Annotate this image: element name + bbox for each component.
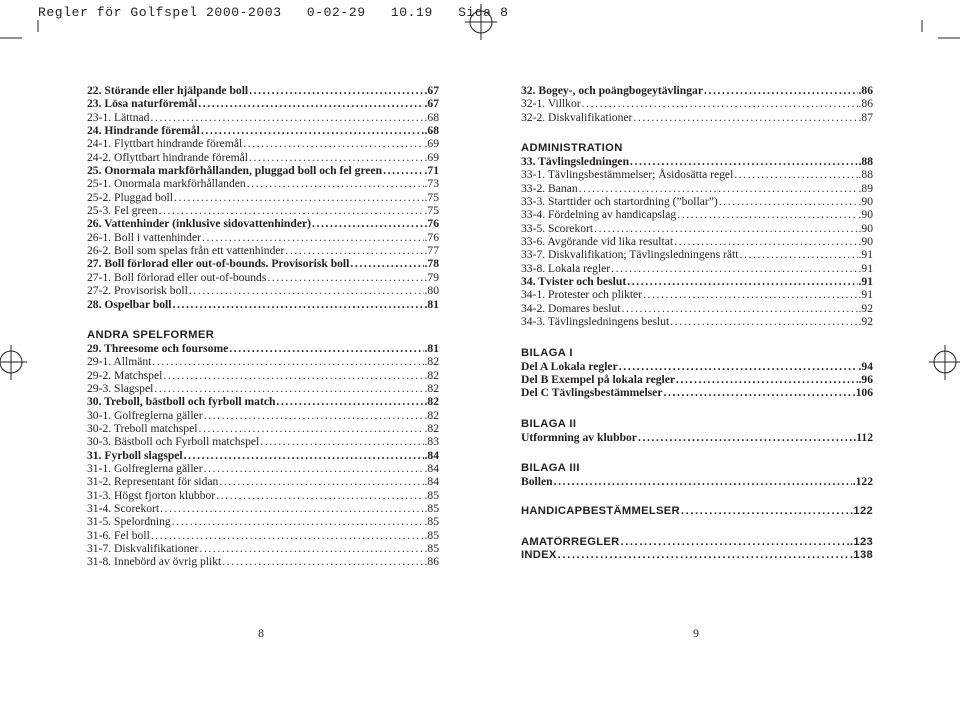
toc-entry-label: 34-2. Domares beslut xyxy=(521,301,621,315)
toc-entry-label: 32-2. Diskvalifikationer xyxy=(521,110,633,124)
leader-dots xyxy=(677,208,857,221)
toc-entry-page: .85 xyxy=(424,488,439,502)
toc-entry-label: 31-7. Diskvalifikationer xyxy=(87,542,199,555)
leader-dots xyxy=(276,395,423,408)
toc-entry[interactable] xyxy=(87,555,439,568)
leader-dots xyxy=(249,84,423,97)
leader-dots xyxy=(719,195,858,208)
toc-right-column xyxy=(521,84,873,562)
leader-dots xyxy=(222,555,423,568)
toc-entry-label: 29-1. Allmänt xyxy=(87,355,152,369)
page-number-right: 9 xyxy=(693,626,699,640)
toc-entry-page: .71 xyxy=(424,164,439,178)
section-heading-bilaga-3: BILAGA III xyxy=(521,461,580,474)
toc-entry-label: 30-2. Treboll matchspel xyxy=(87,421,198,435)
toc-entry-page: .67 xyxy=(424,84,439,97)
section-heading-andra-spelformer: ANDRA SPELFORMER xyxy=(87,328,215,341)
toc-entry[interactable] xyxy=(521,386,873,399)
toc-entry[interactable] xyxy=(521,235,873,248)
toc-entry-page: .76 xyxy=(424,217,439,231)
toc-bilaga-1-entries xyxy=(521,360,873,400)
toc-entry[interactable] xyxy=(87,409,439,422)
toc-entry[interactable] xyxy=(87,217,439,230)
toc-entry[interactable] xyxy=(521,373,873,386)
leader-dots xyxy=(594,222,857,235)
toc-entry[interactable] xyxy=(521,248,873,261)
section-heading-administration: ADMINISTRATION xyxy=(521,142,623,155)
toc-entry[interactable] xyxy=(521,315,873,328)
toc-entry[interactable] xyxy=(87,164,439,177)
leader-dots xyxy=(638,431,852,444)
toc-entry-label: 33-7. Diskvalifikation; Tävlingsledningens rätt xyxy=(521,248,739,262)
toc-entry-page: .86 xyxy=(424,555,439,569)
toc-entry-page: .82 xyxy=(424,381,439,395)
toc-entry-label: INDEX xyxy=(521,548,557,561)
toc-bilaga-3-entries xyxy=(521,475,873,488)
toc-entry-label: 23-1. Lättnad xyxy=(87,110,150,124)
toc-entry-label: 26. Vattenhinder (inklusive sidovattenhinder) xyxy=(87,217,311,231)
toc-entry[interactable] xyxy=(521,97,873,110)
toc-entry-page: .82 xyxy=(424,368,439,382)
registration-mark-top xyxy=(465,4,497,40)
leader-dots xyxy=(204,409,424,422)
leader-dots xyxy=(674,235,857,248)
toc-entry[interactable] xyxy=(87,298,439,311)
toc-entry-page: .84 xyxy=(424,475,439,489)
toc-entry-page: .76 xyxy=(424,230,439,244)
leader-dots xyxy=(173,298,424,311)
leader-dots xyxy=(554,475,852,488)
toc-entry-page: .122 xyxy=(852,474,873,488)
leader-dots xyxy=(622,302,858,315)
leader-dots xyxy=(189,284,424,297)
toc-entry-label: 32. Bogey-, och poängbogeytävlingar xyxy=(521,84,703,97)
toc-entry-label: 34. Tvister och beslut xyxy=(521,275,627,289)
toc-entry-page: .85 xyxy=(424,528,439,542)
toc-entry-label: 33-1. Tävlingsbestämmelser; Åsidosätta regel xyxy=(521,168,734,182)
toc-entry-label: Bollen xyxy=(521,474,553,488)
toc-entry-label: 31-1. Golfreglerna gäller xyxy=(87,461,203,475)
toc-entry-page: .88 xyxy=(858,168,873,182)
leader-dots xyxy=(579,182,858,195)
toc-entry-label: 34-3. Tävlingsledningens beslut xyxy=(521,315,670,329)
toc-entry-label: 33-4. Fördelning av handicapslag xyxy=(521,208,677,222)
toc-entry[interactable] xyxy=(87,489,439,502)
toc-entry[interactable] xyxy=(87,355,439,368)
toc-entry[interactable] xyxy=(87,124,439,137)
toc-entry-page: .85 xyxy=(424,515,439,529)
toc-entry[interactable] xyxy=(87,111,439,124)
toc-entry-label: 24-1. Flyttbart hindrande föremål xyxy=(87,137,243,151)
toc-entry-page: .75 xyxy=(424,204,439,218)
leader-dots xyxy=(249,151,424,164)
leader-dots xyxy=(202,231,424,244)
leader-dots xyxy=(219,475,423,488)
leader-dots xyxy=(582,97,858,110)
toc-entry-label: AMATÖRREGLER xyxy=(521,535,620,548)
toc-entry-label: 31-2. Representant för sidan xyxy=(87,475,219,489)
leader-dots xyxy=(734,168,857,181)
toc-entry-label: 28. Ospelbar boll xyxy=(87,297,172,311)
leader-dots xyxy=(201,124,424,137)
toc-entry-page: .69 xyxy=(424,150,439,164)
leader-dots xyxy=(676,373,857,386)
toc-entry-page: .122 xyxy=(850,505,873,518)
toc-entry[interactable] xyxy=(87,342,439,355)
toc-entry-label: 25-2. Pluggad boll xyxy=(87,190,173,204)
leader-dots xyxy=(198,422,423,435)
toc-entry[interactable] xyxy=(521,168,873,181)
toc-entry[interactable] xyxy=(87,244,439,257)
leader-dots xyxy=(154,382,423,395)
toc-entry[interactable] xyxy=(521,84,873,97)
toc-entry-label: 25-3. Fel green xyxy=(87,204,158,218)
toc-entry-label: 24. Hindrande föremål xyxy=(87,124,200,138)
toc-entry-page: .123 xyxy=(850,535,873,548)
toc-entry[interactable] xyxy=(87,97,439,110)
leader-dots xyxy=(204,462,424,475)
toc-entry-label: HANDICAPBESTÄMMELSER xyxy=(521,505,680,518)
toc-entry-label: 31-6. Fel boll xyxy=(87,528,150,542)
leader-dots xyxy=(216,489,423,502)
leader-dots xyxy=(174,191,424,204)
section-heading-bilaga-2: BILAGA II xyxy=(521,417,577,430)
toc-entry[interactable] xyxy=(521,208,873,221)
toc-entry[interactable] xyxy=(87,231,439,244)
leader-dots xyxy=(247,177,424,190)
toc-entry-amatorregler[interactable] xyxy=(521,536,873,549)
toc-entry-page: .84 xyxy=(424,461,439,475)
toc-entry[interactable] xyxy=(87,395,439,408)
toc-entry[interactable] xyxy=(87,422,439,435)
toc-entry-label: 24-2. Oflyttbart hindrande föremål xyxy=(87,150,248,164)
toc-entry-page: .91 xyxy=(858,248,873,262)
toc-entry[interactable] xyxy=(521,475,873,488)
toc-left-column xyxy=(87,84,439,569)
toc-entry-label: 27. Boll förlorad eller out-of-bounds. Provisorisk boll xyxy=(87,257,350,271)
toc-entry-page: .84 xyxy=(424,448,439,462)
toc-entry-page: .80 xyxy=(424,284,439,298)
toc-entry-page: .86 xyxy=(858,97,873,111)
toc-entry-label: 30-3. Bästboll och Fyrboll matchspel xyxy=(87,435,260,449)
toc-entry-page: .79 xyxy=(424,270,439,284)
toc-entry-page: .82 xyxy=(424,355,439,369)
toc-entry-page: .82 xyxy=(424,395,439,409)
toc-entry[interactable] xyxy=(521,275,873,288)
toc-entry-page: .68 xyxy=(424,124,439,138)
toc-entry[interactable] xyxy=(87,369,439,382)
toc-entry[interactable] xyxy=(87,151,439,164)
toc-entry-label: 29. Threesome och foursome xyxy=(87,341,229,355)
leader-dots xyxy=(670,315,857,328)
toc-right-entries xyxy=(521,84,873,124)
leader-dots xyxy=(199,542,423,555)
toc-entry[interactable] xyxy=(521,288,873,301)
section-heading-bilaga-1: BILAGA I xyxy=(521,346,573,359)
toc-entry[interactable] xyxy=(521,111,873,124)
toc-entry-page: .83 xyxy=(424,435,439,449)
toc-entry-label: 30-1. Golfreglerna gäller xyxy=(87,408,203,422)
toc-entry[interactable] xyxy=(87,257,439,270)
header-text: Regler för Golfspel 2000-2003 0-02-29 10.19 Sida 8 xyxy=(38,5,509,20)
toc-entry-page: .90 xyxy=(858,208,873,222)
toc-entry-page: .75 xyxy=(424,190,439,204)
toc-entry-page: .86 xyxy=(858,84,873,97)
toc-entry[interactable] xyxy=(521,262,873,275)
toc-bilaga-2-entries xyxy=(521,431,873,444)
toc-entry-label: 33. Tävlingsledningen xyxy=(521,155,630,169)
leader-dots xyxy=(229,342,423,355)
toc-entry-page: .67 xyxy=(424,97,439,111)
toc-entry-page: .94 xyxy=(858,359,873,373)
toc-entry-page: .87 xyxy=(858,110,873,124)
leader-dots xyxy=(172,515,424,528)
page-number-left: 8 xyxy=(258,626,264,640)
leader-dots xyxy=(633,111,857,124)
toc-entry-label: 29-3. Slagspel xyxy=(87,381,154,395)
toc-entry[interactable] xyxy=(87,284,439,297)
toc-entry-page: .90 xyxy=(858,195,873,209)
toc-entry-page: .85 xyxy=(424,501,439,515)
toc-entry-label: Utformning av klubbor xyxy=(521,430,637,444)
toc-entry-page: .85 xyxy=(424,542,439,555)
toc-entry[interactable] xyxy=(87,435,439,448)
toc-entry[interactable] xyxy=(521,182,873,195)
toc-entry-label: 31-8. Innebörd av övrig plikt xyxy=(87,555,222,569)
leader-dots xyxy=(620,536,849,549)
toc-entry-page: .73 xyxy=(424,177,439,191)
toc-left-entries xyxy=(87,84,439,311)
leader-dots xyxy=(198,97,423,110)
leader-dots xyxy=(267,271,423,284)
toc-entry[interactable] xyxy=(87,462,439,475)
registration-mark-left xyxy=(0,345,27,380)
toc-entry-page: .69 xyxy=(424,137,439,151)
toc-entry-label: 33-8. Lokala regler xyxy=(521,261,611,275)
leader-dots xyxy=(558,549,849,562)
toc-entry[interactable] xyxy=(87,271,439,284)
toc-entry-index[interactable] xyxy=(521,549,873,562)
toc-entry-handicapbestammelser[interactable] xyxy=(521,505,873,518)
toc-entry-page: .92 xyxy=(858,315,873,329)
toc-entry[interactable] xyxy=(521,302,873,315)
leader-dots xyxy=(681,505,849,518)
toc-entry-label: 31-3. Högst fjorton klubbor xyxy=(87,488,216,502)
toc-entry-page: .138 xyxy=(850,548,873,561)
toc-entry-page: .91 xyxy=(858,261,873,275)
leader-dots xyxy=(150,111,423,124)
leader-dots xyxy=(383,164,423,177)
leader-dots xyxy=(160,502,423,515)
toc-entry-page: .106 xyxy=(852,386,873,400)
leader-dots xyxy=(627,275,857,288)
toc-entry-label: 25-1. Onormala markförhållanden xyxy=(87,177,246,191)
toc-entry-label: Del B Exempel på lokala regler xyxy=(521,372,676,386)
toc-entry-page: .68 xyxy=(424,110,439,124)
leader-dots xyxy=(159,204,424,217)
leader-dots xyxy=(260,435,423,448)
toc-entry[interactable] xyxy=(87,449,439,462)
toc-entry-page: .82 xyxy=(424,421,439,435)
toc-entry[interactable] xyxy=(521,195,873,208)
leader-dots xyxy=(163,369,423,382)
toc-entry[interactable] xyxy=(87,84,439,97)
toc-entry-label: 26-1. Boll i vattenhinder xyxy=(87,230,201,244)
leader-dots xyxy=(151,529,424,542)
leader-dots xyxy=(611,262,857,275)
toc-entry-label: 31-5. Spelordning xyxy=(87,515,171,529)
leader-dots xyxy=(285,244,423,257)
toc-entry-page: .81 xyxy=(424,297,439,311)
toc-entry-page: .92 xyxy=(858,301,873,315)
toc-entry[interactable] xyxy=(87,529,439,542)
toc-entry-label: 23. Lösa naturföremål xyxy=(87,97,198,111)
toc-administration-entries xyxy=(521,155,873,328)
toc-entry-label: 30. Treboll, bästboll och fyrboll match xyxy=(87,395,276,409)
toc-andra-spelformer-entries xyxy=(87,342,439,569)
toc-entry-page: .81 xyxy=(424,341,439,355)
toc-entry-page: .82 xyxy=(424,408,439,422)
leader-dots xyxy=(619,360,858,373)
toc-entry-page: .89 xyxy=(858,181,873,195)
toc-entry-label: 27-2. Provisorisk boll xyxy=(87,284,188,298)
toc-entry-label: 29-2. Matchspel xyxy=(87,368,163,382)
toc-entry[interactable] xyxy=(87,177,439,190)
toc-entry-label: 33-2. Banan xyxy=(521,181,578,195)
leader-dots xyxy=(663,386,851,399)
toc-entry-page: .91 xyxy=(858,275,873,289)
toc-entry[interactable] xyxy=(87,515,439,528)
toc-entry[interactable] xyxy=(87,502,439,515)
toc-entry[interactable] xyxy=(87,542,439,555)
toc-entry-label: 33-3. Starttider och startordning (”bollar”) xyxy=(521,195,718,209)
leader-dots xyxy=(643,288,857,301)
toc-entry-label: 27-1. Boll förlorad eller out-of-bounds xyxy=(87,270,267,284)
toc-entry-page: .90 xyxy=(858,221,873,235)
toc-entry-label: 31. Fyrboll slagspel xyxy=(87,448,183,462)
toc-entry-page: .77 xyxy=(424,244,439,258)
toc-entry[interactable] xyxy=(521,431,873,444)
toc-entry[interactable] xyxy=(521,155,873,168)
toc-entry[interactable] xyxy=(87,382,439,395)
toc-entry-label: 32-1. Villkor xyxy=(521,97,581,111)
toc-entry-page: .96 xyxy=(858,372,873,386)
toc-entry[interactable] xyxy=(87,475,439,488)
toc-entry[interactable] xyxy=(87,191,439,204)
leader-dots xyxy=(243,137,423,150)
toc-entry-label: 31-4. Scorekort xyxy=(87,501,160,515)
toc-entry-label: 26-2. Boll som spelas från ett vattenhinder xyxy=(87,244,285,258)
leader-dots xyxy=(152,355,423,368)
leader-dots xyxy=(739,248,857,261)
toc-entry-label: 33-6. Avgörande vid lika resultat xyxy=(521,235,674,249)
leader-dots xyxy=(184,449,424,462)
toc-entry-page: .78 xyxy=(424,257,439,271)
toc-entry-page: .90 xyxy=(858,235,873,249)
toc-entry-label: Del A Lokala regler xyxy=(521,359,618,373)
toc-entry-label: 22. Störande eller hjälpande boll xyxy=(87,84,249,97)
leader-dots xyxy=(312,217,424,230)
toc-entry-page: .91 xyxy=(858,288,873,302)
toc-entry-page: .88 xyxy=(858,155,873,169)
leader-dots xyxy=(350,257,423,270)
toc-entry[interactable] xyxy=(87,204,439,217)
toc-entry[interactable] xyxy=(521,222,873,235)
toc-entry[interactable] xyxy=(521,360,873,373)
leader-dots xyxy=(630,155,857,168)
registration-mark-right xyxy=(929,345,960,380)
toc-entry-label: 25. Onormala markförhållanden, pluggad boll och fel green xyxy=(87,164,383,178)
toc-entry-page: .112 xyxy=(853,430,873,444)
toc-entry[interactable] xyxy=(87,137,439,150)
toc-entry-label: Del C Tävlingsbestämmelser xyxy=(521,386,663,400)
toc-entry-label: 33-5. Scorekort xyxy=(521,221,594,235)
toc-entry-label: 34-1. Protester och plikter xyxy=(521,288,643,302)
leader-dots xyxy=(704,84,858,97)
